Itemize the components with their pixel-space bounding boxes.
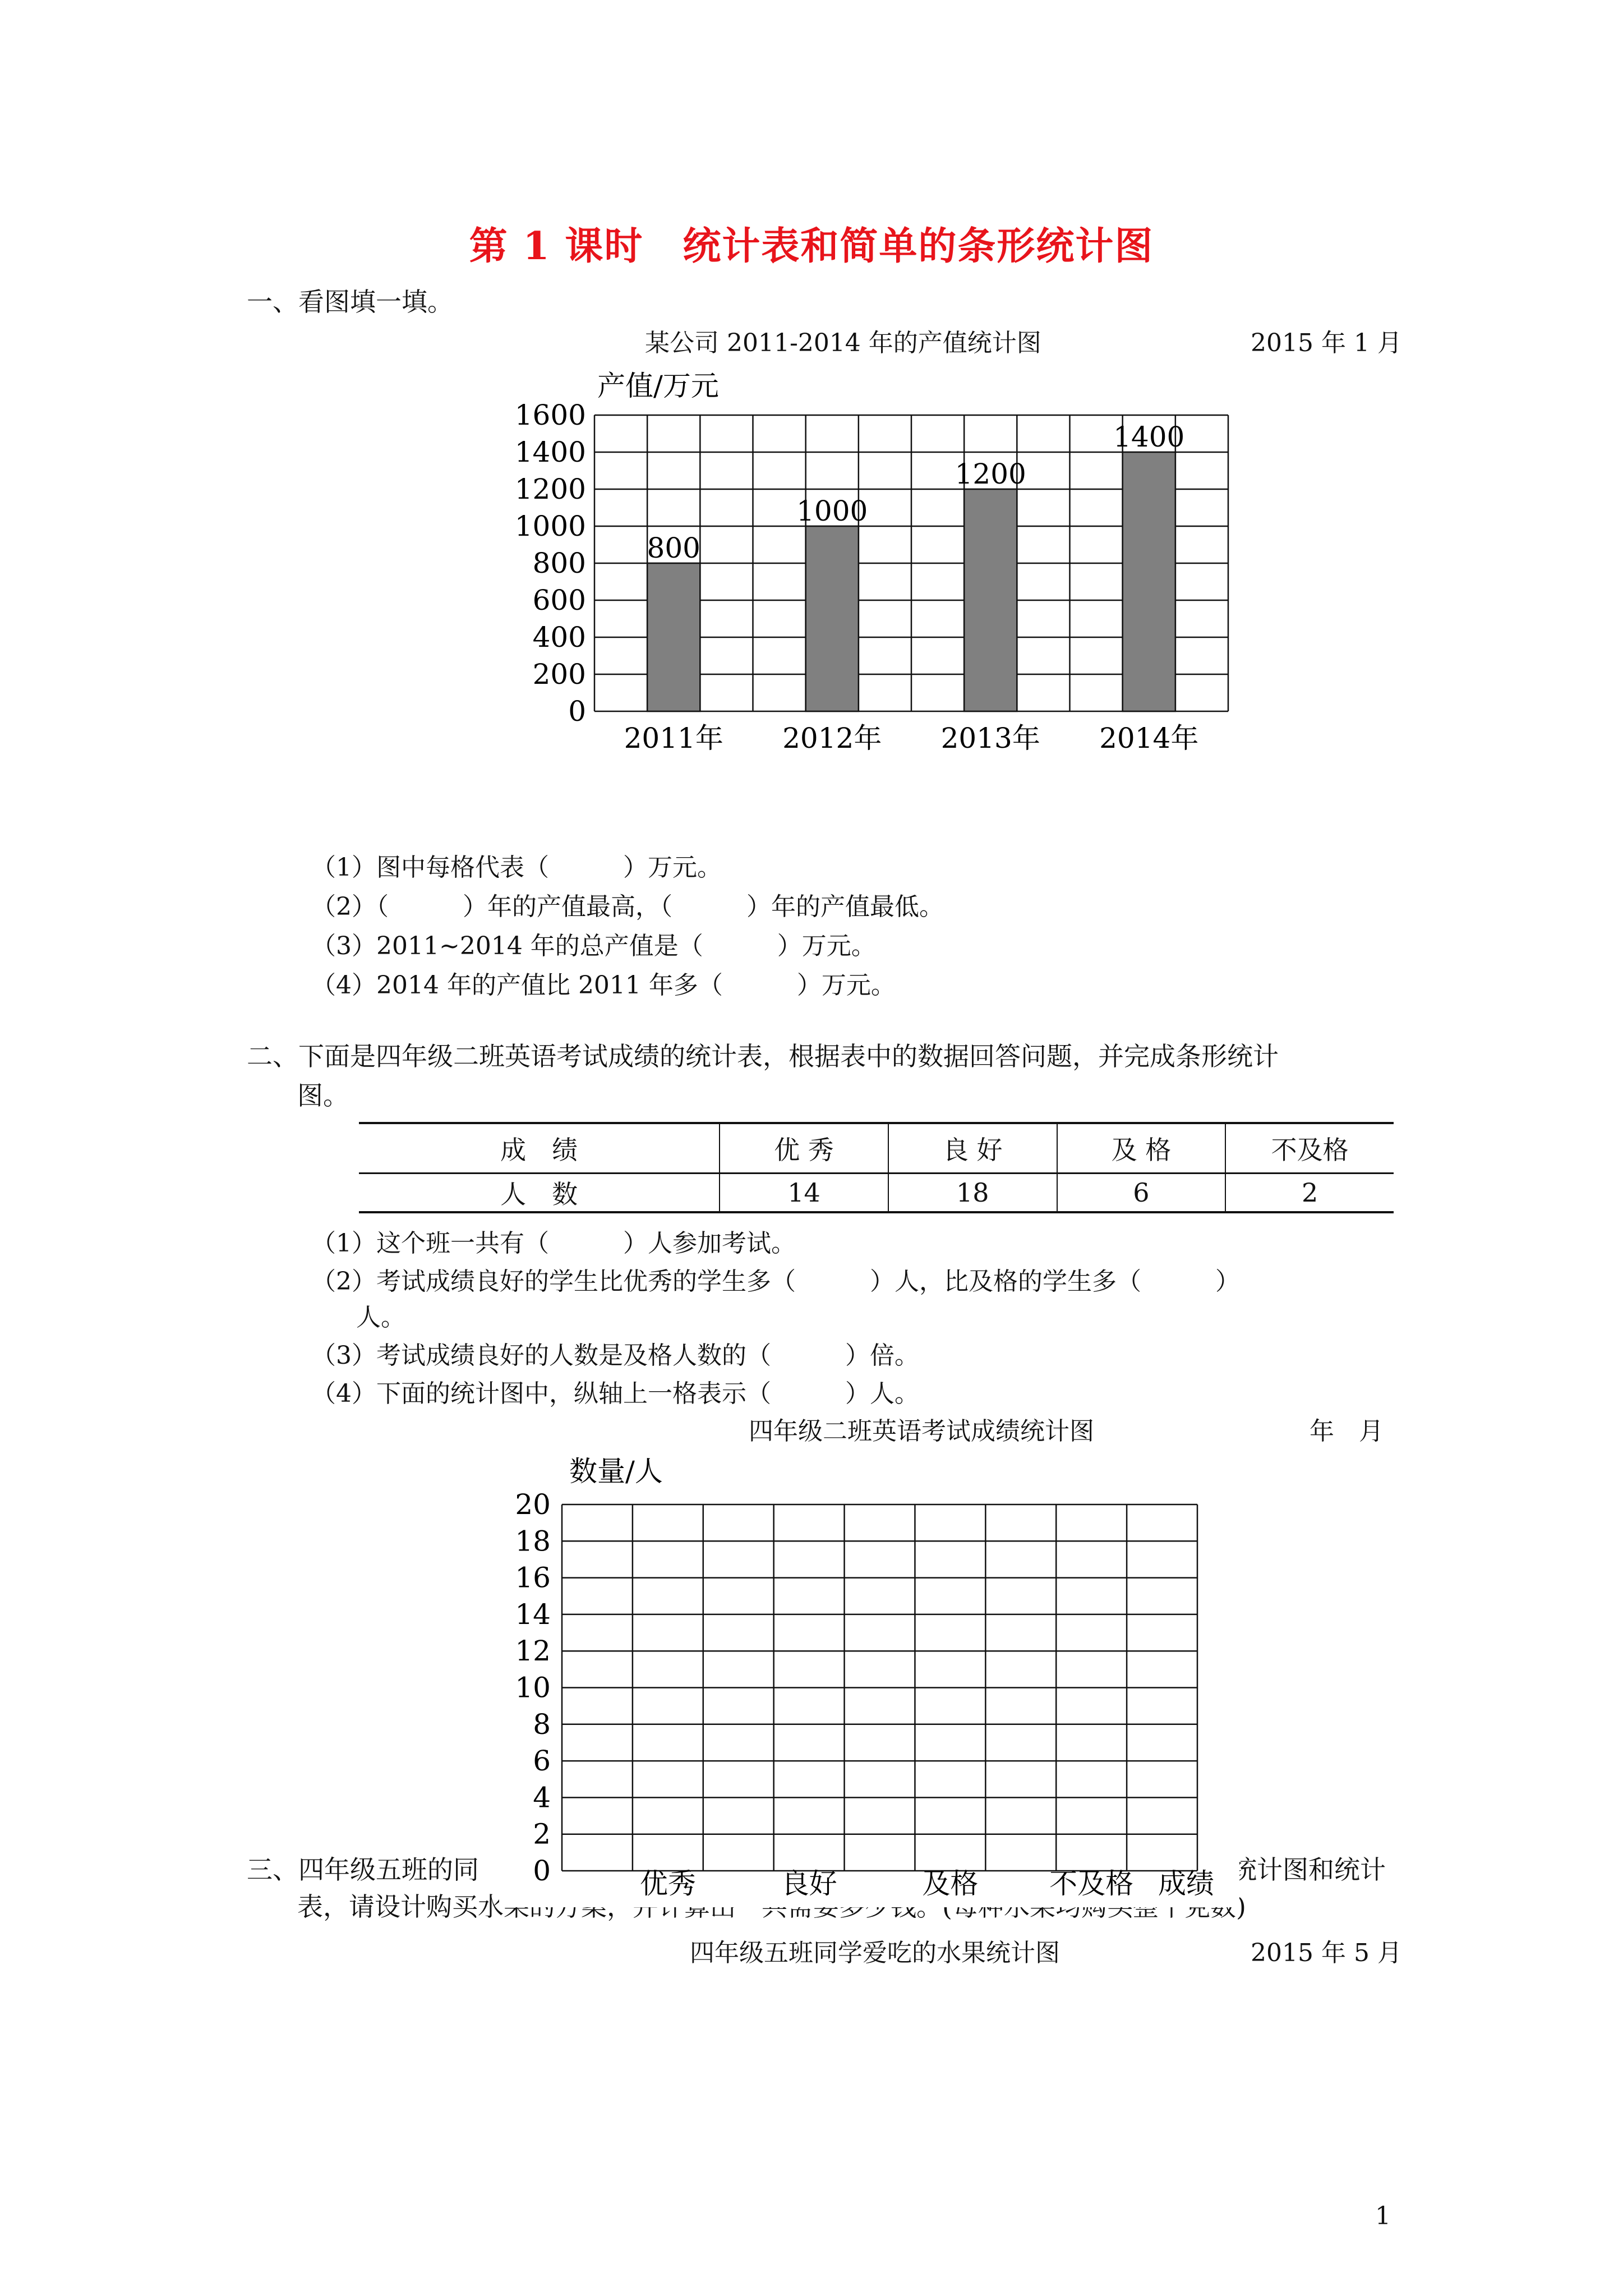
chart1-ylabel: 产值/万元 (597, 370, 719, 402)
page-number: 1 (1375, 2202, 1391, 2230)
bar (964, 489, 1017, 711)
table-cell: 2 (1225, 1174, 1394, 1213)
y-tick-label: 600 (532, 584, 586, 616)
table-header-cell: 成 绩 (359, 1123, 720, 1174)
table-row (359, 1174, 1394, 1213)
data-label: 1000 (796, 495, 868, 527)
chart2-xticks (640, 1867, 1133, 1900)
s2-question-1: （1）这个班一共有（ ）人参加考试。 (311, 1229, 796, 1258)
page-title: 第 1 课时 统计表和简单的条形统计图 (469, 224, 1154, 269)
y-tick-label: 0 (568, 695, 586, 728)
table-row (359, 1123, 1394, 1174)
section2-heading-line2: 图。 (297, 1080, 349, 1111)
table-header-cell: 及 格 (1057, 1123, 1226, 1174)
chart1-xticks (624, 722, 1199, 754)
table-cell: 18 (888, 1174, 1057, 1213)
chart2-yticks (515, 1488, 551, 1887)
table-cell: 6 (1057, 1174, 1226, 1213)
section2-heading-line1: 二、下面是四年级二班英语考试成绩的统计表，根据表中的数据回答问题，并完成条形统计 (247, 1041, 1279, 1071)
y-tick-label: 1600 (514, 399, 586, 431)
y-tick-label: 4 (533, 1781, 551, 1814)
grades-table (359, 1122, 1394, 1213)
x-tick-label: 良好 (781, 1867, 837, 1900)
y-tick-label: 400 (532, 621, 586, 654)
chart2-date: 年 月 (1310, 1417, 1384, 1446)
x-tick-label: 2013年 (940, 722, 1040, 754)
s2-question-4: （4）下面的统计图中，纵轴上一格表示（ ）人。 (311, 1379, 919, 1408)
bar (1123, 452, 1175, 711)
y-tick-label: 200 (532, 658, 586, 691)
y-tick-label: 2 (533, 1818, 551, 1851)
s1-question-3: （3）2011~2014 年的总产值是（ ）万元。 (311, 932, 876, 960)
chart3-caption: 四年级五班同学爱吃的水果统计图 (690, 1939, 1060, 1967)
data-label: 1400 (1113, 421, 1185, 453)
y-tick-label: 8 (533, 1708, 551, 1741)
y-tick-label: 10 (515, 1671, 551, 1704)
y-tick-label: 16 (515, 1561, 551, 1594)
s2-question-2-cont: 人。 (356, 1303, 405, 1332)
x-tick-label: 优秀 (639, 1867, 696, 1900)
y-tick-label: 800 (532, 547, 586, 579)
section3-heading-line2: 表，请设计购买水果的方案，并计算出一共需要多少钱。(每种水果均购买整千克数) (297, 1892, 1246, 1922)
y-tick-label: 1200 (514, 473, 586, 505)
data-label: 1200 (955, 458, 1026, 490)
table-cell: 14 (720, 1174, 888, 1213)
section3-heading-left: 三、四年级五班的同 (247, 1855, 479, 1885)
y-tick-label: 1000 (514, 510, 586, 542)
s2-question-2: （2）考试成绩良好的学生比优秀的学生多（ ）人，比及格的学生多（ ） (311, 1267, 1240, 1296)
y-tick-label: 18 (515, 1525, 551, 1558)
y-tick-label: 14 (515, 1598, 551, 1631)
x-tick-label: 不及格 (1049, 1867, 1134, 1900)
chart2-english-scores (499, 1442, 1239, 1907)
chart2-caption: 四年级二班英语考试成绩统计图 (749, 1417, 1094, 1446)
y-tick-label: 1400 (514, 436, 586, 468)
chart1-yticks (515, 399, 586, 728)
table-cell: 人 数 (359, 1174, 720, 1213)
table-header-cell: 良 好 (888, 1123, 1057, 1174)
x-tick-label: 2012年 (782, 722, 882, 754)
x-tick-label: 2011年 (624, 722, 723, 754)
s1-question-4: （4）2014 年的产值比 2011 年多（ ）万元。 (311, 971, 896, 1000)
chart1-output-value (494, 359, 1234, 763)
table-header-cell: 不及格 (1225, 1123, 1394, 1174)
section3-heading-right: 统计图和统计 (1231, 1855, 1386, 1885)
y-tick-label: 6 (533, 1745, 551, 1778)
x-tick-label: 2014年 (1099, 722, 1199, 754)
chart1-date: 2015 年 1 月 (1251, 329, 1402, 357)
chart1-caption: 某公司 2011-2014 年的产值统计图 (645, 329, 1041, 357)
y-tick-label: 12 (515, 1635, 551, 1668)
section1-heading: 一、看图填一填。 (247, 287, 453, 317)
s1-question-1: （1）图中每格代表（ ）万元。 (311, 853, 722, 882)
bar (647, 563, 700, 711)
chart1-data-labels (647, 421, 1185, 564)
bar (806, 526, 859, 711)
chart3-date: 2015 年 5 月 (1251, 1939, 1402, 1967)
chart2-ylabel: 数量/人 (569, 1455, 663, 1488)
y-tick-label: 20 (515, 1488, 551, 1521)
x-tick-label: 及格 (922, 1867, 979, 1900)
table-header-cell: 优 秀 (720, 1123, 888, 1174)
chart2-grid (562, 1504, 1197, 1871)
s1-question-2: （2）（ ）年的产值最高，（ ）年的产值最低。 (311, 892, 944, 921)
chart2-xlabel: 成绩 (1158, 1867, 1214, 1900)
y-tick-label: 0 (533, 1855, 551, 1887)
data-label: 800 (647, 532, 700, 564)
s2-question-3: （3）考试成绩良好的人数是及格人数的（ ）倍。 (311, 1341, 919, 1370)
